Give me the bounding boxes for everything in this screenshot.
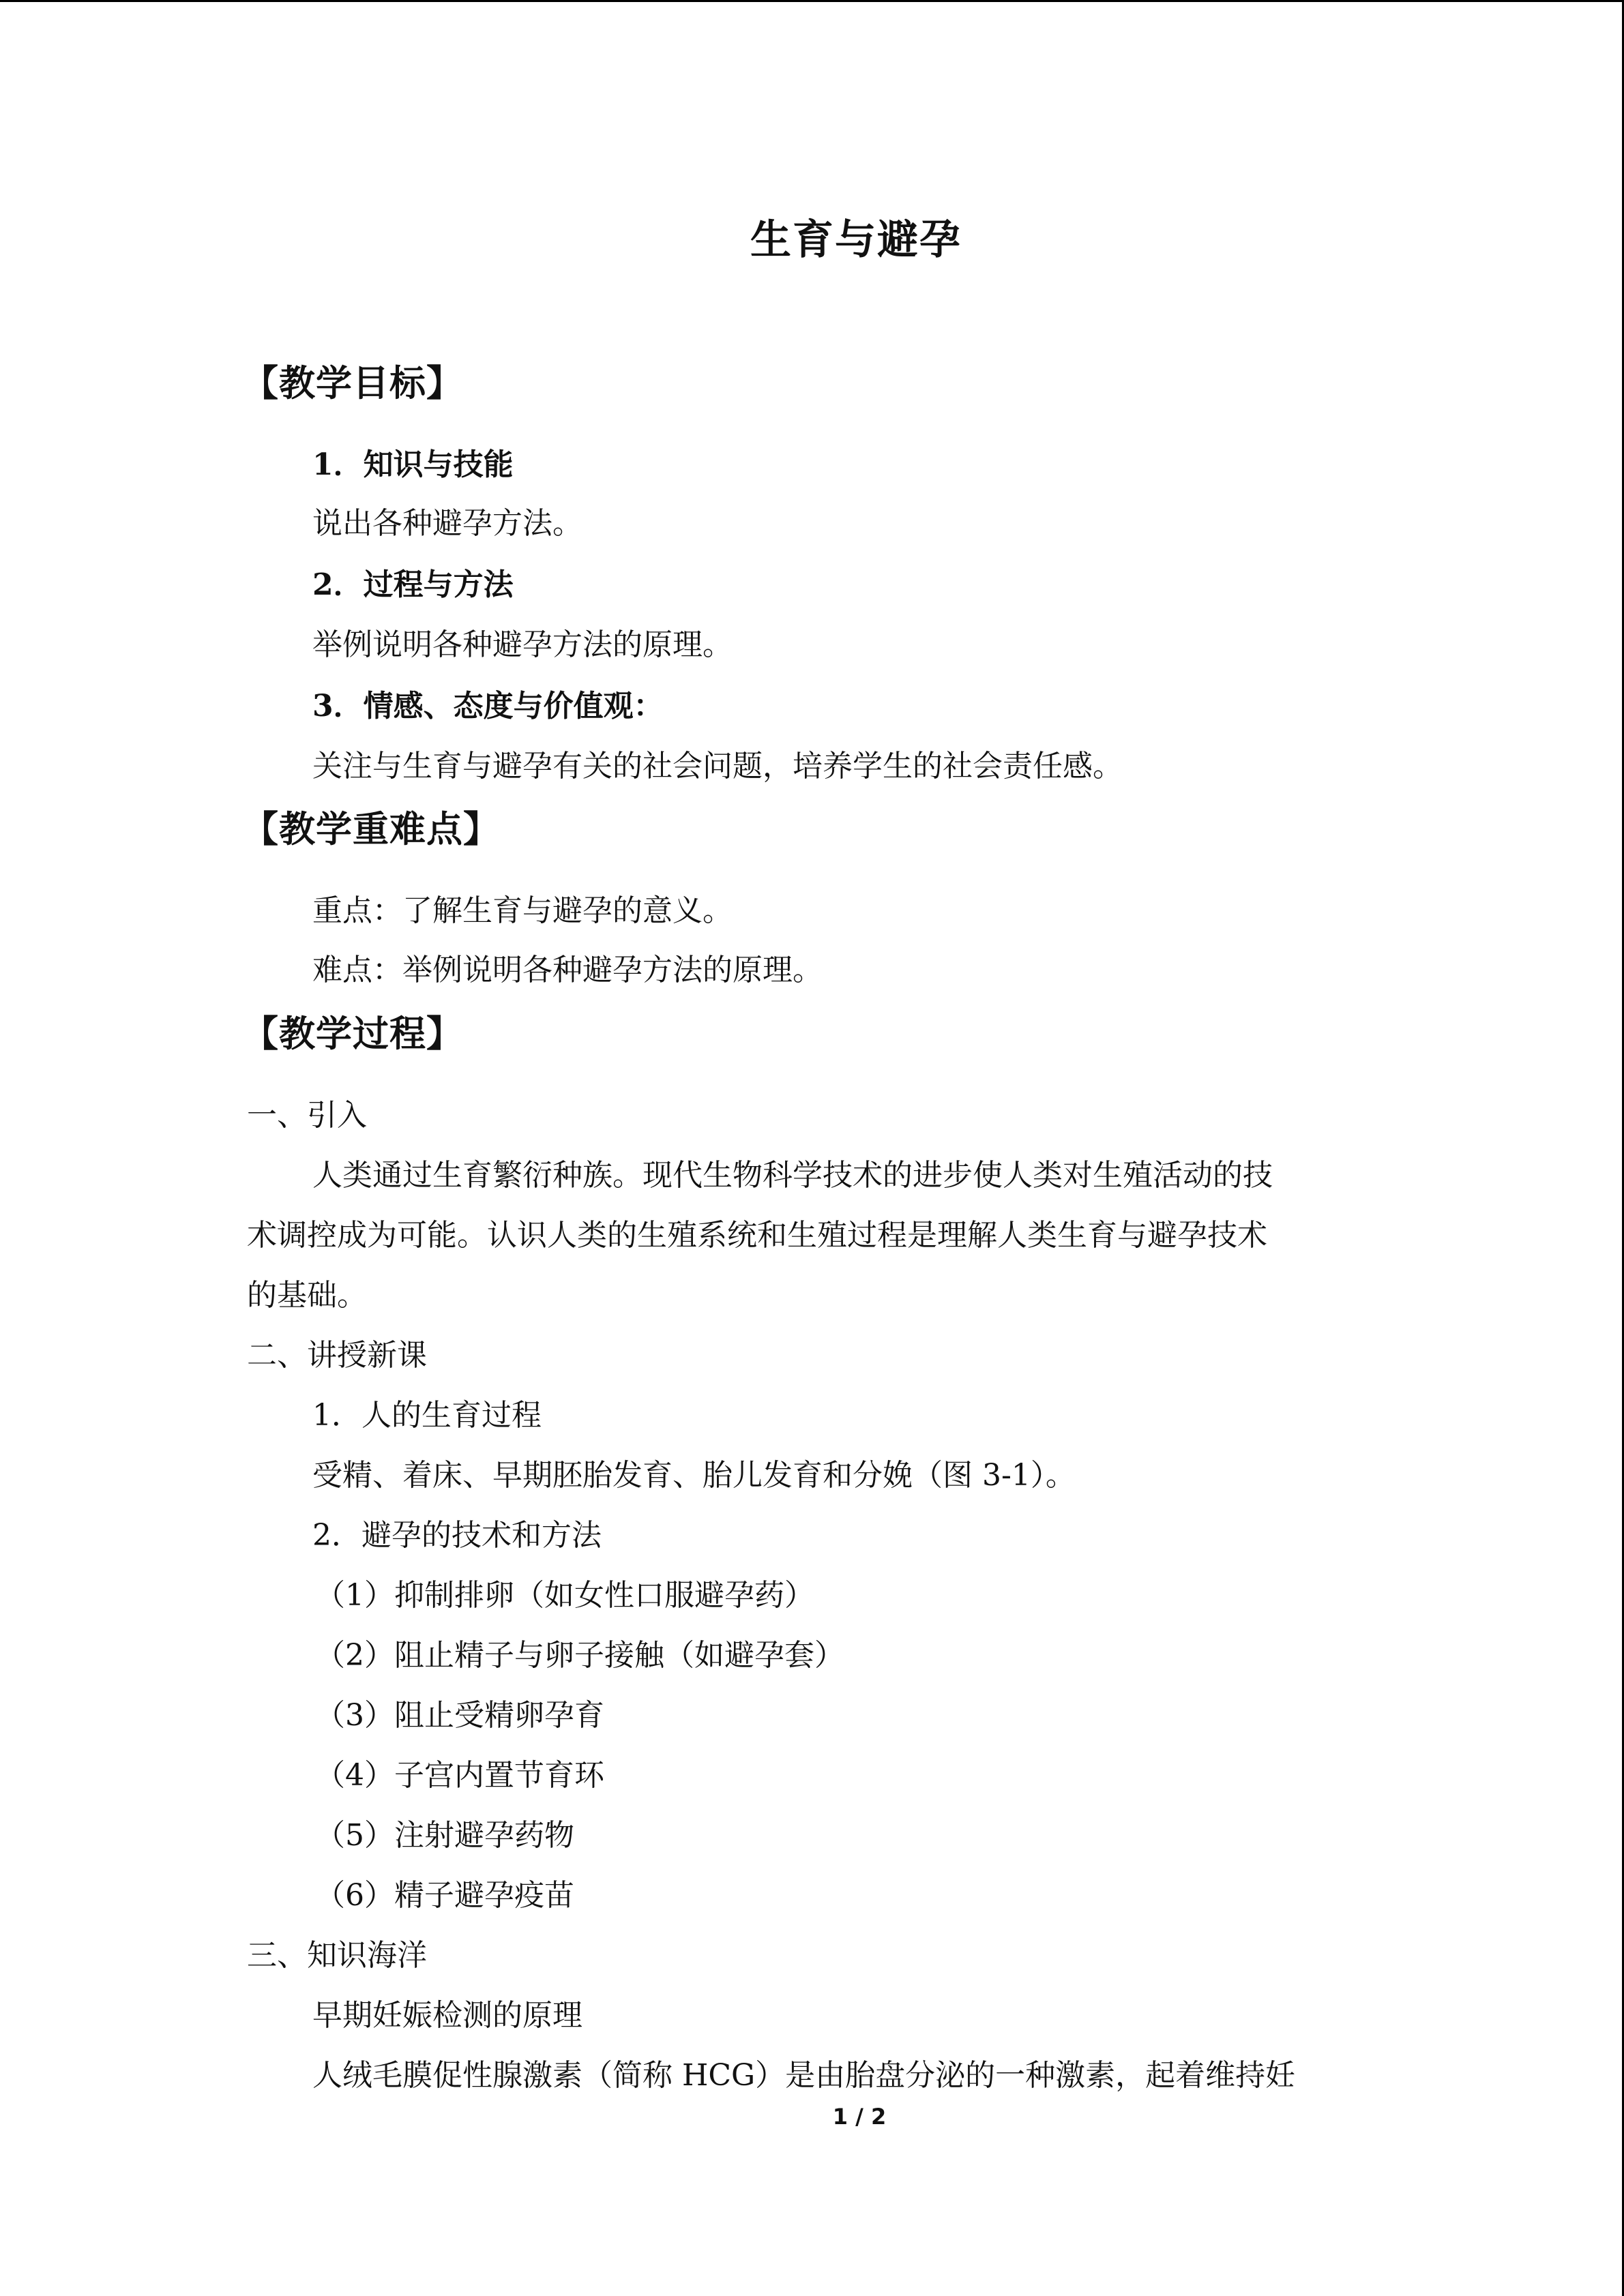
section-heading-key-points: 【教学重难点】	[242, 809, 500, 850]
objective-text-1: 说出各种避孕方法。	[312, 506, 582, 541]
reproduction-process-text: 受精、着床、早期胚胎发育、胎儿发育和分娩（图 3-1）。	[312, 1458, 1076, 1493]
method-item-4: （4）子宫内置节育环	[315, 1758, 604, 1793]
subsection-heading-reproduction: 1．人的生育过程	[312, 1398, 542, 1433]
intro-paragraph-line-3: 的基础。	[247, 1278, 367, 1313]
objective-label-1: 1．知识与技能	[312, 447, 514, 482]
intro-paragraph-line-1: 人类通过生育繁衍种族。现代生物科学技术的进步使人类对生殖活动的技	[312, 1158, 1273, 1193]
objective-text-3: 关注与生育与避孕有关的社会问题，培养学生的社会责任感。	[312, 749, 1123, 784]
difficult-point-text: 难点：举例说明各种避孕方法的原理。	[312, 953, 823, 987]
knowledge-paragraph-line-1: 人绒毛膜促性腺激素（简称 HCG）是由胎盘分泌的一种激素，起着维持妊	[312, 2058, 1296, 2093]
intro-heading: 一、引入	[247, 1098, 367, 1133]
document-title: 生育与避孕	[750, 216, 962, 264]
subsection-heading-contraception: 2．避孕的技术和方法	[312, 1518, 602, 1553]
objective-text-2: 举例说明各种避孕方法的原理。	[312, 627, 733, 662]
method-item-2: （2）阻止精子与卵子接触（如避孕套）	[315, 1638, 844, 1673]
method-item-6: （6）精子避孕疫苗	[315, 1878, 574, 1913]
method-item-5: （5）注射避孕药物	[315, 1818, 574, 1853]
objective-label-2: 2．过程与方法	[312, 567, 514, 602]
key-point-text: 重点：了解生育与避孕的意义。	[312, 893, 733, 928]
knowledge-heading: 三、知识海洋	[247, 1938, 427, 1973]
intro-paragraph-line-2: 术调控成为可能。认识人类的生殖系统和生殖过程是理解人类生育与避孕技术	[247, 1218, 1267, 1253]
method-item-1: （1）抑制排卵（如女性口服避孕药）	[315, 1578, 814, 1613]
section-heading-objectives: 【教学目标】	[242, 363, 463, 404]
knowledge-title: 早期妊娠检测的原理	[312, 1998, 582, 2033]
objective-label-3: 3．情感、态度与价值观：	[312, 689, 664, 724]
page-number: 1 / 2	[832, 2104, 887, 2130]
method-item-3: （3）阻止受精卵孕育	[315, 1698, 604, 1733]
section-heading-process: 【教学过程】	[242, 1013, 463, 1055]
new-lesson-heading: 二、讲授新课	[247, 1338, 427, 1373]
